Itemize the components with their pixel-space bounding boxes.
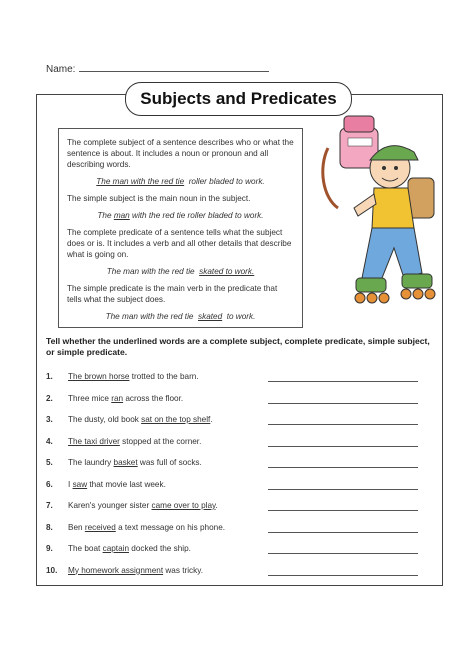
worksheet-title: Subjects and Predicates [125,82,352,116]
underlined-words: received [84,522,116,532]
complete-subject-definition: The complete subject of a sentence describes who or what the sentence is about. It includes a noun or pronoun and all describing words. [67,138,294,169]
question-sentence [68,501,218,510]
name-label: Name: [46,64,76,75]
sentence-part: . [215,501,218,510]
question-sentence [68,394,183,403]
sentence-part: was tricky. [163,565,203,575]
underlined-words: ran [111,393,124,403]
question-number: 2. [46,393,53,403]
underlined-words: basket [113,458,138,467]
question-number: 8. [46,522,53,532]
sentence-part: docked the ship. [129,544,191,553]
sentence-part: I [68,479,73,489]
question-number: 6. [46,479,53,489]
definitions-box [58,128,303,328]
sentence-part: was full of socks. [137,458,202,467]
question-sentence [68,544,191,553]
question-sentence [68,480,166,489]
question-sentence [68,372,199,381]
answer-blank-line[interactable] [268,424,418,425]
answer-blank-line[interactable] [268,467,418,468]
question-number: 4. [46,436,53,446]
question-number: 9. [46,544,53,553]
answer-blank-line[interactable] [268,446,418,447]
question-row [46,480,436,494]
question-number: 3. [46,415,53,424]
sentence-part: The laundry [68,458,114,467]
answer-blank-line[interactable] [268,510,418,511]
question-sentence [68,415,213,424]
name-blank-line[interactable] [79,62,269,72]
simple-predicate-example: The man with the red tie skated to work. [105,312,256,321]
sentence-part: a text message on his phone. [115,522,226,532]
question-sentence [68,566,203,575]
complete-predicate-definition: The complete predicate of a sentence tells what the subject does or is. It includes a verb and all other details that describe what is going on. [67,228,292,259]
sentence-part: that movie last week. [87,479,166,489]
question-row [46,437,436,451]
sentence-part: The dusty, old book [68,415,142,424]
sentence-part: across the floor. [123,393,184,403]
question-sentence [68,458,202,467]
underlined-words: saw [72,479,88,489]
question-sentence [68,523,225,532]
answer-blank-line[interactable] [268,403,418,404]
question-row [46,415,436,429]
question-row [46,501,436,515]
rollerblading-boy-illustration [318,108,438,333]
answer-blank-line[interactable] [268,489,418,490]
question-row [46,394,436,408]
question-row [46,458,436,472]
underlined-words: My homework assignment [68,565,164,575]
underlined-words: captain [102,544,129,553]
question-sentence [68,437,201,446]
sentence-part: trotted to the barn. [129,372,199,381]
underlined-words: The brown horse [68,372,130,381]
answer-blank-line[interactable] [268,553,418,554]
question-number: 7. [46,501,53,510]
sentence-part: Karen's younger sister [68,501,152,510]
question-row [46,523,436,537]
question-number: 1. [46,372,53,381]
question-number: 5. [46,458,53,467]
complete-predicate-example: The man with the red tie skated to work. [106,267,255,276]
simple-predicate-definition: The simple predicate is the main verb in the predicate that tells what the subject does. [67,284,278,304]
underlined-words: came over to play [151,501,216,510]
complete-subject-example: The man with the red tie roller bladed to work. [96,177,265,186]
sentence-part: Ben [68,522,85,532]
question-row [46,566,436,580]
answer-blank-line[interactable] [268,532,418,533]
answer-blank-line[interactable] [268,575,418,576]
sentence-part: . [210,415,213,424]
simple-subject-example: The man with the red tie roller bladed to work. [97,211,264,220]
underlined-words: The taxi driver [68,436,120,446]
simple-subject-definition: The simple subject is the main noun in the subject. [67,194,251,203]
question-row [46,372,436,386]
sentence-part: stopped at the corner. [119,436,202,446]
name-field-row [46,62,269,75]
answer-blank-line[interactable] [268,381,418,382]
sentence-part: Three mice [68,393,112,403]
instructions-text: Tell whether the underlined words are a complete subject, complete predicate, simple subject, or simple predicate. [46,336,430,357]
question-number: 10. [46,565,58,575]
question-row [46,544,436,558]
underlined-words: sat on the top shelf [141,415,211,424]
sentence-part: The boat [68,544,103,553]
